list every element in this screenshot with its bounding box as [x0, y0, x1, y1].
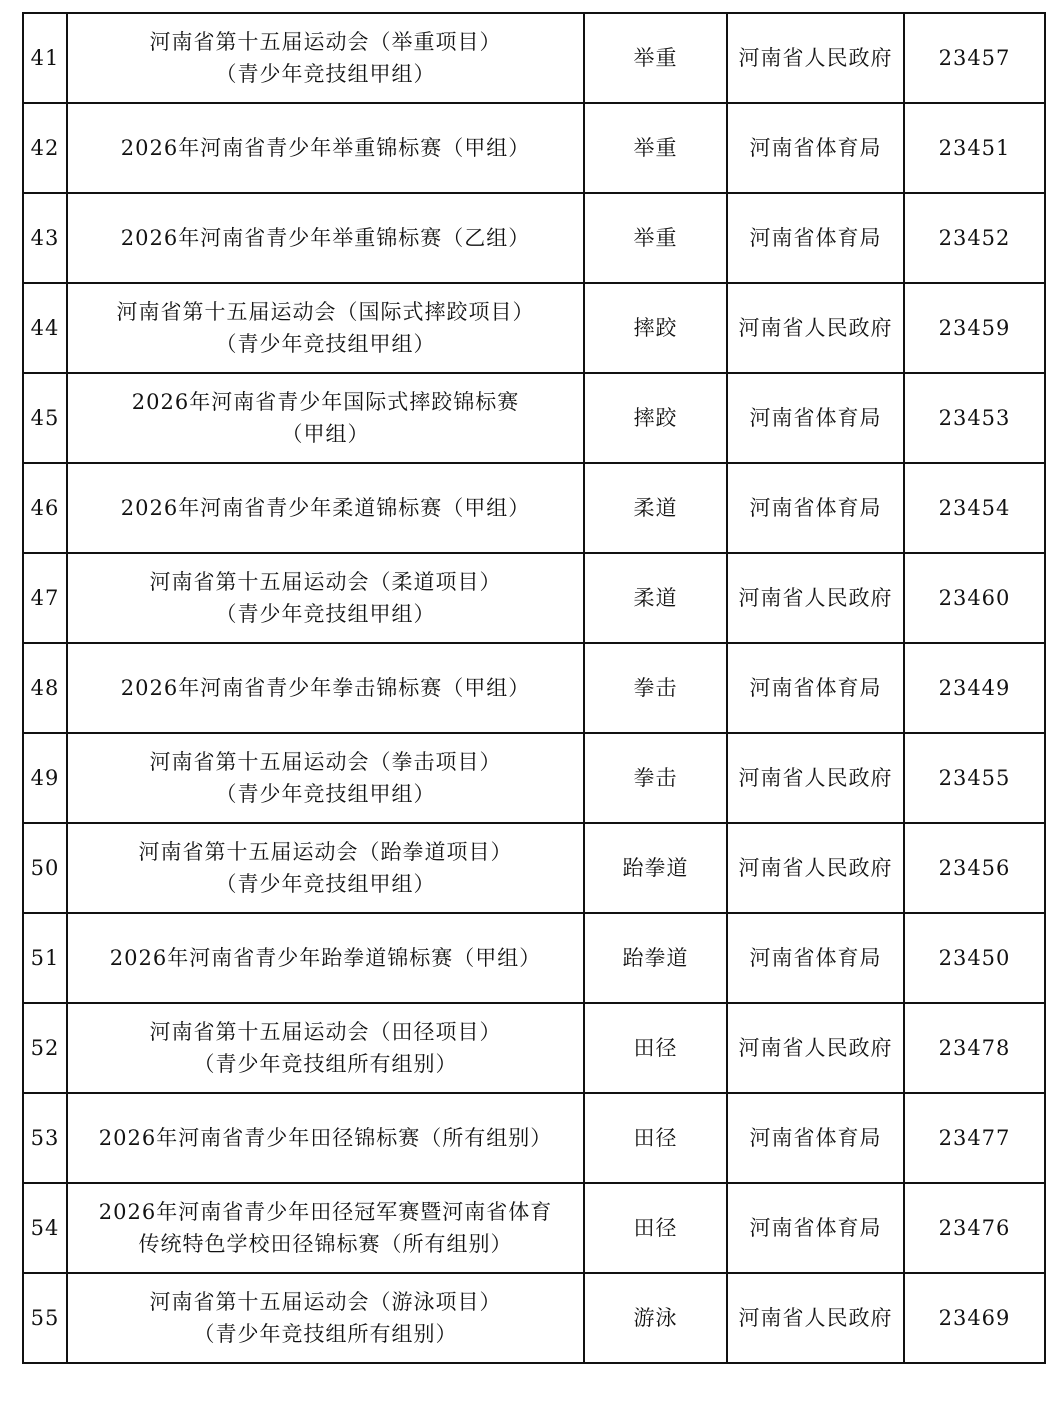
table-body	[23, 13, 1045, 1363]
organizer-cell: 河南省体育局	[727, 643, 904, 733]
table-row	[23, 463, 1045, 553]
code-cell: 23460	[904, 553, 1045, 643]
code-cell: 23454	[904, 463, 1045, 553]
organizer-cell: 河南省人民政府	[727, 1003, 904, 1093]
organizer-cell: 河南省体育局	[727, 193, 904, 283]
table-row	[23, 733, 1045, 823]
table-row	[23, 553, 1045, 643]
competition-name-line: 河南省第十五届运动会（拳击项目）	[149, 750, 502, 774]
competition-name-cell	[67, 1183, 584, 1273]
competition-name-line: 2026年河南省青少年拳击锦标赛（甲组）	[120, 676, 531, 700]
table-row	[23, 643, 1045, 733]
competition-name-line: 2026年河南省青少年举重锦标赛（乙组）	[120, 226, 531, 250]
table-row	[23, 1003, 1045, 1093]
sport-cell: 摔跤	[584, 373, 727, 463]
competition-name-line: （青少年竞技组所有组别）	[193, 1052, 458, 1076]
sport-cell: 摔跤	[584, 283, 727, 373]
competition-name-cell	[67, 103, 584, 193]
table-row	[23, 283, 1045, 373]
code-cell: 23457	[904, 13, 1045, 103]
organizer-cell: 河南省人民政府	[727, 553, 904, 643]
competition-name-cell	[67, 733, 584, 823]
organizer-cell: 河南省人民政府	[727, 1273, 904, 1363]
row-number-cell: 51	[23, 913, 67, 1003]
competition-name-line: 河南省第十五届运动会（跆拳道项目）	[138, 840, 513, 864]
code-cell: 23453	[904, 373, 1045, 463]
row-number-cell: 46	[23, 463, 67, 553]
row-number-cell: 42	[23, 103, 67, 193]
code-cell: 23469	[904, 1273, 1045, 1363]
table-row	[23, 13, 1045, 103]
competition-name-line: 河南省第十五届运动会（国际式摔跤项目）	[116, 300, 535, 324]
sport-cell: 跆拳道	[584, 913, 727, 1003]
code-cell: 23477	[904, 1093, 1045, 1183]
organizer-cell: 河南省人民政府	[727, 13, 904, 103]
table-row	[23, 823, 1045, 913]
table-row	[23, 373, 1045, 463]
code-cell: 23456	[904, 823, 1045, 913]
competition-name-line: 2026年河南省青少年田径锦标赛（所有组别）	[98, 1126, 553, 1150]
sport-cell: 柔道	[584, 463, 727, 553]
table-row	[23, 103, 1045, 193]
table-row	[23, 193, 1045, 283]
competition-name-line: 2026年河南省青少年举重锦标赛（甲组）	[120, 136, 531, 160]
sport-cell: 柔道	[584, 553, 727, 643]
competition-name-line: （青少年竞技组甲组）	[215, 782, 436, 806]
organizer-cell: 河南省人民政府	[727, 823, 904, 913]
competition-name-line: 2026年河南省青少年国际式摔跤锦标赛	[131, 390, 520, 414]
organizer-cell: 河南省体育局	[727, 1183, 904, 1273]
competition-name-cell	[67, 1273, 584, 1363]
competition-name-line: （青少年竞技组甲组）	[215, 602, 436, 626]
competition-name-cell	[67, 643, 584, 733]
row-number-cell: 45	[23, 373, 67, 463]
code-cell: 23476	[904, 1183, 1045, 1273]
competition-name-line: 河南省第十五届运动会（田径项目）	[149, 1020, 502, 1044]
row-number-cell: 47	[23, 553, 67, 643]
row-number-cell: 49	[23, 733, 67, 823]
competition-name-cell	[67, 373, 584, 463]
competition-name-cell	[67, 913, 584, 1003]
sport-cell: 拳击	[584, 733, 727, 823]
competition-name-line: （甲组）	[281, 422, 370, 446]
row-number-cell: 41	[23, 13, 67, 103]
organizer-cell: 河南省体育局	[727, 373, 904, 463]
row-number-cell: 43	[23, 193, 67, 283]
code-cell: 23452	[904, 193, 1045, 283]
row-number-cell: 55	[23, 1273, 67, 1363]
competition-name-line: 2026年河南省青少年跆拳道锦标赛（甲组）	[109, 946, 542, 970]
code-cell: 23449	[904, 643, 1045, 733]
table-row	[23, 1093, 1045, 1183]
organizer-cell: 河南省体育局	[727, 463, 904, 553]
competition-name-cell	[67, 283, 584, 373]
sport-cell: 田径	[584, 1003, 727, 1093]
competition-name-cell	[67, 463, 584, 553]
code-cell: 23459	[904, 283, 1045, 373]
sport-cell: 拳击	[584, 643, 727, 733]
competition-name-line: 传统特色学校田径锦标赛（所有组别）	[138, 1232, 513, 1256]
row-number-cell: 48	[23, 643, 67, 733]
competition-name-line: （青少年竞技组甲组）	[215, 62, 436, 86]
competition-name-line: （青少年竞技组所有组别）	[193, 1322, 458, 1346]
organizer-cell: 河南省人民政府	[727, 733, 904, 823]
row-number-cell: 52	[23, 1003, 67, 1093]
competition-name-line: 2026年河南省青少年柔道锦标赛（甲组）	[120, 496, 531, 520]
competition-name-cell	[67, 1093, 584, 1183]
competition-name-line: 河南省第十五届运动会（柔道项目）	[149, 570, 502, 594]
competition-name-cell	[67, 1003, 584, 1093]
competition-name-line: （青少年竞技组甲组）	[215, 332, 436, 356]
competition-name-cell	[67, 823, 584, 913]
competition-name-line: 河南省第十五届运动会（游泳项目）	[149, 1290, 502, 1314]
sport-cell: 田径	[584, 1093, 727, 1183]
sport-cell: 举重	[584, 13, 727, 103]
competition-name-line: 2026年河南省青少年田径冠军赛暨河南省体育	[98, 1200, 553, 1224]
code-cell: 23451	[904, 103, 1045, 193]
competition-name-cell	[67, 193, 584, 283]
sport-cell: 田径	[584, 1183, 727, 1273]
code-cell: 23450	[904, 913, 1045, 1003]
code-cell: 23455	[904, 733, 1045, 823]
table-row	[23, 1183, 1045, 1273]
row-number-cell: 44	[23, 283, 67, 373]
table-row	[23, 913, 1045, 1003]
row-number-cell: 54	[23, 1183, 67, 1273]
table-row	[23, 1273, 1045, 1363]
organizer-cell: 河南省体育局	[727, 1093, 904, 1183]
competition-name-cell	[67, 553, 584, 643]
competition-name-cell	[67, 13, 584, 103]
sport-cell: 跆拳道	[584, 823, 727, 913]
competition-table	[22, 12, 1046, 1364]
organizer-cell: 河南省人民政府	[727, 283, 904, 373]
code-cell: 23478	[904, 1003, 1045, 1093]
organizer-cell: 河南省体育局	[727, 913, 904, 1003]
row-number-cell: 50	[23, 823, 67, 913]
organizer-cell: 河南省体育局	[727, 103, 904, 193]
competition-name-line: 河南省第十五届运动会（举重项目）	[149, 30, 502, 54]
competition-name-line: （青少年竞技组甲组）	[215, 872, 436, 896]
sport-cell: 举重	[584, 103, 727, 193]
sport-cell: 游泳	[584, 1273, 727, 1363]
row-number-cell: 53	[23, 1093, 67, 1183]
sport-cell: 举重	[584, 193, 727, 283]
